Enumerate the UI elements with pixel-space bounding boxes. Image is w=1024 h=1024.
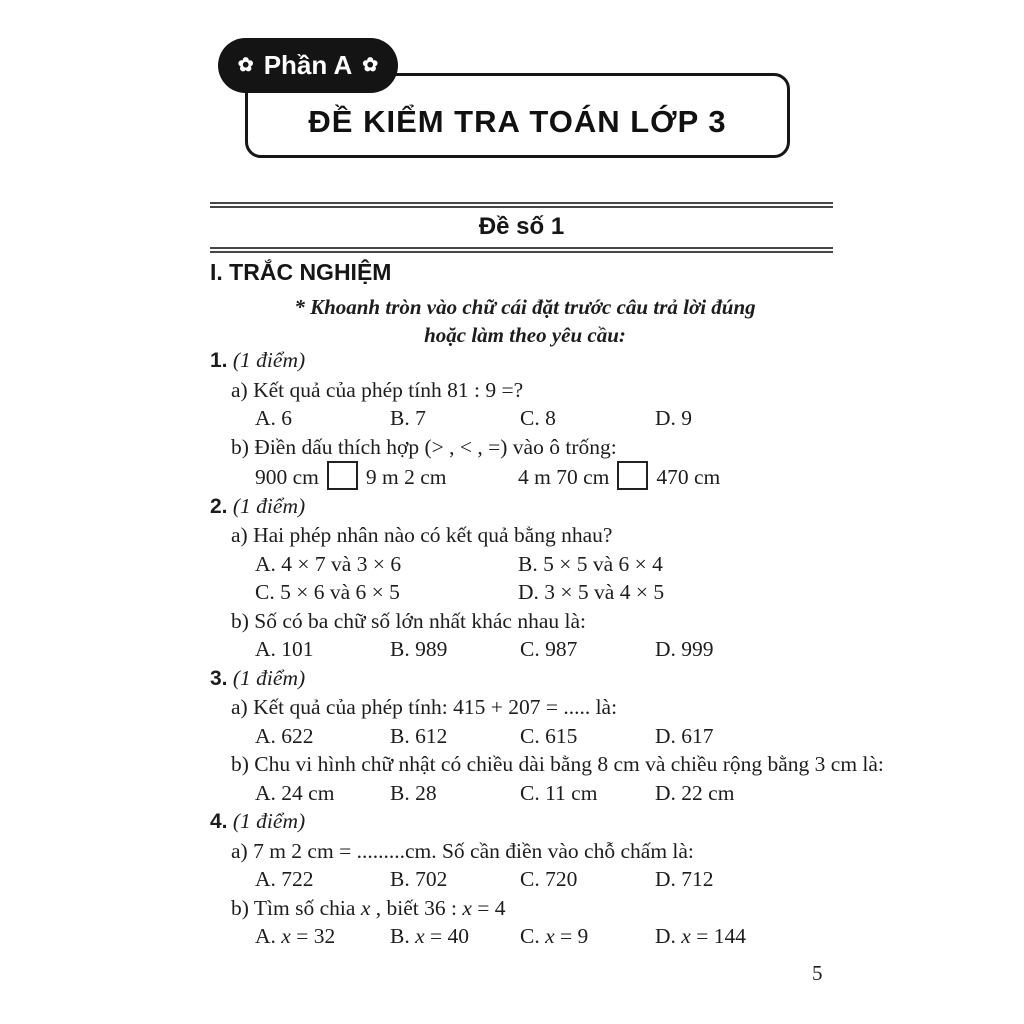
option-value: 702	[415, 867, 448, 891]
question-3a	[210, 693, 860, 722]
option-value: 28	[415, 780, 437, 805]
part-label: b)	[231, 608, 249, 633]
question-3b	[210, 750, 884, 779]
option-value: 5 × 6 và 6 × 5	[280, 580, 400, 604]
option-value: 989	[415, 637, 448, 661]
option-d	[655, 404, 860, 433]
question-number: 3.	[210, 666, 228, 690]
option-c	[520, 722, 655, 751]
option-value: 4 × 7 và 3 × 6	[281, 551, 402, 576]
part-text: Số có ba chữ số lớn nhất khác nhau là:	[254, 608, 587, 633]
option-label: C.	[520, 723, 540, 748]
option-label: A.	[255, 551, 276, 576]
option-a	[255, 722, 390, 751]
text-segment: = 4	[471, 895, 506, 920]
option-c	[520, 635, 655, 664]
question-points: (1 điểm)	[232, 493, 306, 518]
question-4b-options	[210, 922, 860, 951]
option-label: C.	[520, 924, 540, 948]
question-1b-fill	[210, 461, 860, 492]
fill-after: 470 cm	[656, 465, 721, 489]
option-c	[520, 779, 655, 808]
option-a	[255, 635, 390, 664]
option-value: 8	[545, 406, 556, 430]
question-2a-options-row-1	[210, 550, 860, 579]
option-label: A.	[255, 924, 276, 948]
option-label: C.	[520, 406, 540, 430]
variable-x: x	[462, 895, 472, 920]
option-value: 617	[681, 723, 714, 748]
question-1a	[210, 376, 860, 405]
flower-icon-right: ✿	[362, 55, 379, 76]
option-value: 3 × 5 và 4 × 5	[544, 580, 665, 604]
question-points: (1 điểm)	[232, 348, 306, 372]
question-2b-options	[210, 635, 860, 664]
option-value: 5 × 5 và 6 × 4	[543, 551, 663, 576]
option-a	[255, 404, 390, 433]
question-list	[210, 346, 884, 951]
option-label: A.	[255, 867, 276, 891]
option-value: = 40	[424, 924, 470, 948]
page-number: 5	[812, 961, 823, 985]
part-text: 7 m 2 cm = .........cm. Số cần điền vào chỗ chấm là:	[253, 838, 694, 863]
option-value: 612	[415, 723, 448, 748]
variable-x: x	[281, 924, 291, 948]
option-label: C.	[520, 780, 540, 805]
flower-icon-left: ✿	[237, 55, 254, 76]
text-segment: Tìm số chia	[253, 895, 361, 920]
option-label: B.	[390, 723, 410, 748]
option-b	[390, 779, 520, 808]
option-label: D.	[655, 637, 676, 661]
variable-x: x	[545, 924, 555, 948]
option-c	[255, 578, 518, 607]
question-number: 1.	[210, 349, 228, 372]
option-value: = 144	[690, 924, 746, 948]
option-d	[655, 865, 860, 894]
book-title: ĐỀ KIỂM TRA TOÁN LỚP 3	[308, 103, 727, 139]
part-text: Kết quả của phép tính: 415 + 207 = ..... là:	[253, 695, 618, 719]
option-value: 24 cm	[281, 780, 335, 805]
question-2a	[210, 521, 860, 550]
question-3a-options	[210, 722, 860, 751]
section-badge-label: Phần A	[263, 50, 353, 80]
option-d	[655, 635, 860, 664]
question-2-header	[210, 492, 860, 522]
option-label: C.	[520, 867, 540, 891]
option-label: B.	[390, 924, 410, 948]
option-value: 999	[681, 637, 714, 661]
option-b	[390, 404, 520, 433]
exam-title: Đề số 1	[478, 213, 565, 240]
option-value: 9	[681, 406, 693, 430]
question-4a	[210, 837, 860, 866]
option-label: D.	[518, 580, 539, 604]
section-heading: I. TRẮC NGHIỆM	[210, 259, 392, 285]
option-value: 712	[681, 867, 714, 891]
option-value: 622	[281, 723, 314, 748]
option-b	[390, 865, 520, 894]
part-label: b)	[231, 752, 249, 776]
option-label: A.	[255, 780, 276, 805]
part-text: Hai phép nhân nào có kết quả bằng nhau?	[253, 523, 613, 547]
option-label: D.	[655, 924, 676, 948]
fill-item	[255, 461, 518, 492]
part-label: a)	[231, 695, 248, 719]
option-c	[520, 922, 655, 951]
option-label: A.	[255, 723, 276, 748]
option-label: D.	[655, 723, 676, 748]
part-text: Điền dấu thích hợp (> , < , =) vào ô trống:	[254, 434, 617, 459]
option-a	[255, 550, 518, 579]
question-4-header	[210, 807, 860, 837]
part-label: a)	[231, 838, 248, 863]
option-value: 7	[415, 406, 426, 430]
option-label: B.	[390, 637, 410, 661]
option-b	[390, 722, 520, 751]
fill-before: 900 cm	[255, 465, 319, 489]
option-value: 722	[281, 867, 314, 891]
instruction-line-1: * Khoanh tròn vào chữ cái đặt trước câu trả lời đúng	[294, 295, 756, 319]
option-a	[255, 922, 390, 951]
option-label: B.	[390, 780, 410, 805]
option-b	[390, 922, 520, 951]
question-3b-options	[210, 779, 860, 808]
option-label: D.	[655, 406, 676, 430]
option-a	[255, 865, 390, 894]
option-label: D.	[655, 780, 676, 805]
option-d	[655, 722, 860, 751]
question-points: (1 điểm)	[232, 665, 306, 690]
option-b	[390, 635, 520, 664]
part-text	[254, 896, 506, 920]
fill-after: 9 m 2 cm	[365, 465, 447, 489]
option-label: C.	[255, 580, 275, 604]
question-1b	[210, 433, 860, 462]
question-1a-options	[210, 404, 860, 433]
option-d	[655, 922, 860, 951]
option-label: D.	[655, 867, 676, 891]
question-points: (1 điểm)	[232, 809, 306, 833]
option-label: B.	[390, 867, 410, 891]
option-value: 615	[545, 723, 578, 748]
question-4a-options	[210, 865, 860, 894]
fill-before: 4 m 70 cm	[518, 465, 610, 489]
option-label: B.	[390, 406, 410, 430]
variable-x: x	[681, 924, 691, 948]
fill-item	[518, 461, 860, 492]
part-text: Chu vi hình chữ nhật có chiều dài bằng 8 cm và chiều rộng bằng 3 cm là:	[254, 752, 884, 776]
text-segment: , biết 36 :	[370, 895, 463, 920]
part-label: a)	[231, 523, 248, 547]
empty-box-icon	[327, 461, 358, 490]
option-value: 11 cm	[545, 780, 598, 805]
option-d	[518, 578, 860, 607]
section-badge	[218, 38, 398, 93]
option-label: C.	[520, 637, 540, 661]
option-label: B.	[518, 551, 538, 576]
divider-rule-bottom	[210, 247, 833, 253]
question-number: 2.	[210, 494, 228, 518]
exam-header	[210, 202, 833, 253]
question-2b	[210, 607, 860, 636]
option-value: 720	[545, 867, 578, 891]
question-1-header	[210, 346, 860, 376]
option-value: 22 cm	[681, 780, 735, 805]
option-value: = 9	[554, 924, 589, 948]
question-number: 4.	[210, 810, 228, 833]
instruction-line-2: hoặc làm theo yêu cầu:	[424, 323, 626, 347]
variable-x: x	[415, 924, 425, 948]
part-text: Kết quả của phép tính 81 : 9 =?	[253, 377, 524, 402]
variable-x: x	[360, 895, 371, 920]
option-a	[255, 779, 390, 808]
option-label: A.	[255, 637, 276, 661]
question-2a-options-row-2	[210, 578, 860, 607]
option-c	[520, 404, 655, 433]
option-c	[520, 865, 655, 894]
option-value: 987	[545, 637, 578, 661]
option-value: = 32	[290, 924, 336, 948]
part-label: a)	[231, 377, 248, 402]
option-value: 101	[281, 637, 314, 661]
question-4b	[210, 894, 860, 923]
option-b	[518, 550, 860, 579]
part-label: b)	[231, 434, 249, 459]
option-label: A.	[255, 406, 276, 430]
empty-box-icon	[617, 461, 648, 490]
question-3-header	[210, 664, 860, 694]
option-value: 6	[281, 406, 293, 430]
option-d	[655, 779, 860, 808]
part-label: b)	[231, 895, 249, 920]
instruction	[210, 293, 840, 349]
